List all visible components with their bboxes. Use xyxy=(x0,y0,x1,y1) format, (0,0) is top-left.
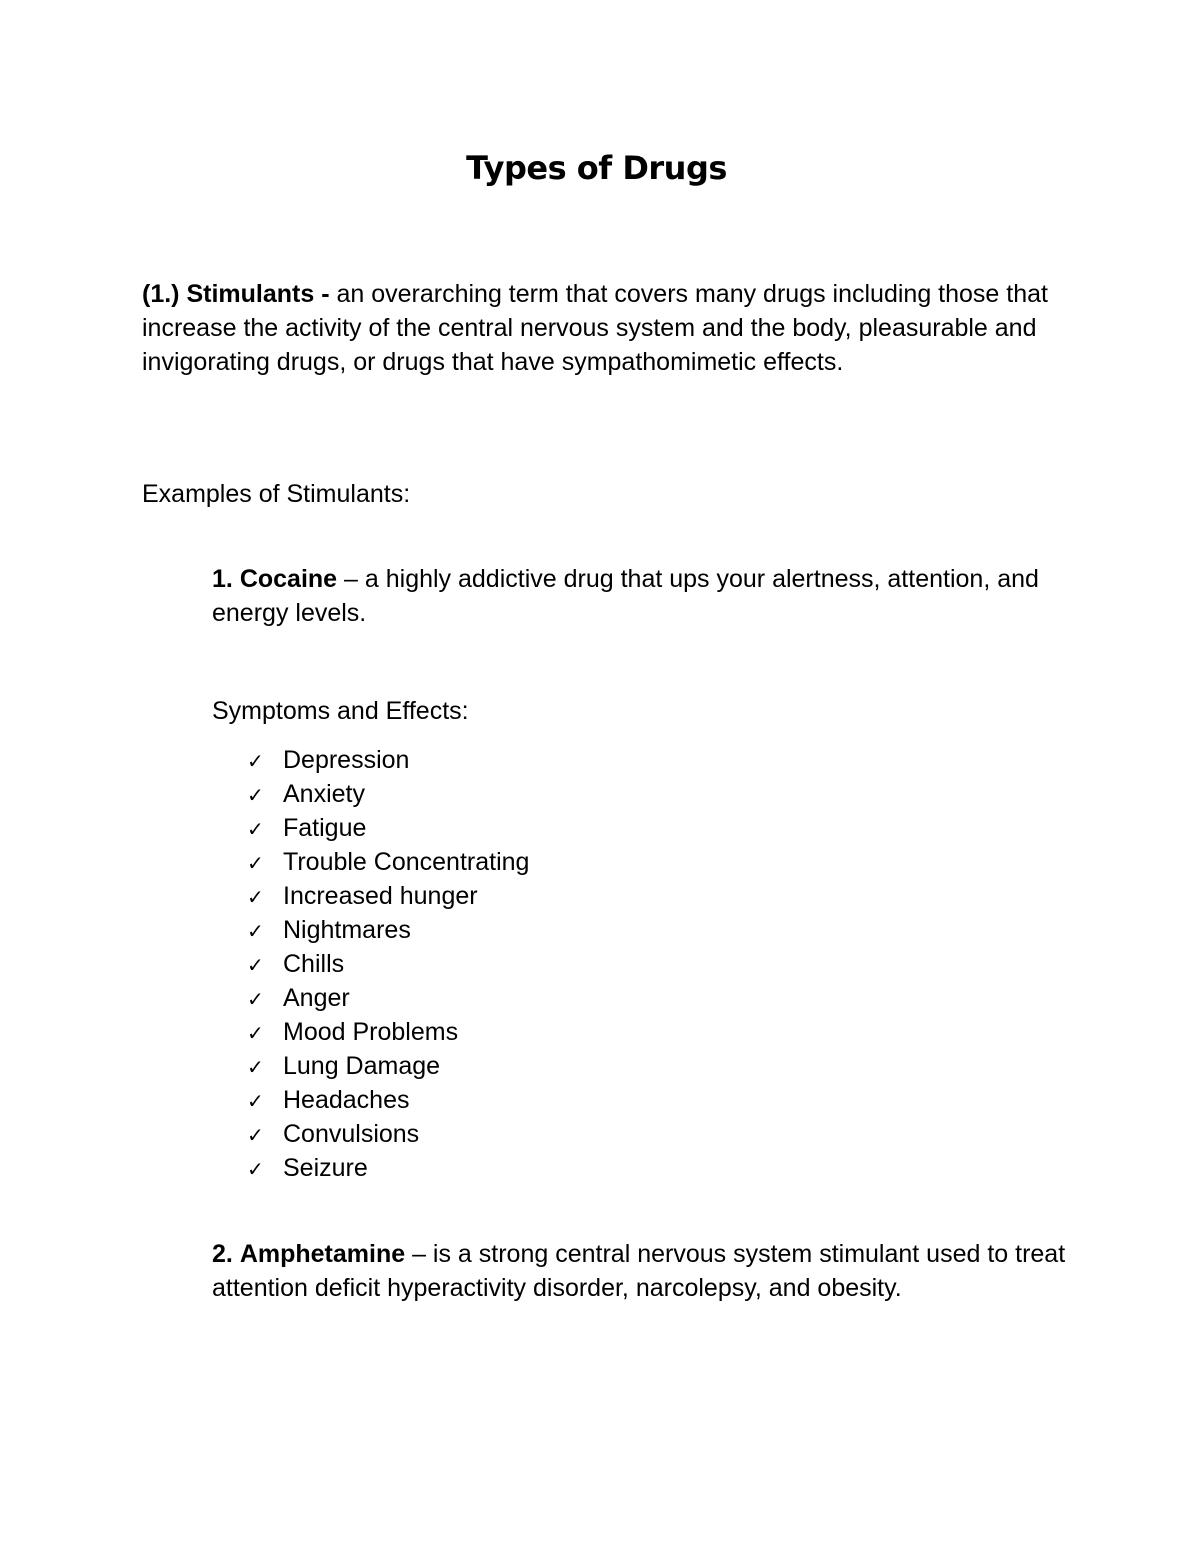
drug-name: Cocaine xyxy=(239,565,338,593)
checkmark-icon: ✓ xyxy=(247,851,264,875)
list-item xyxy=(247,811,529,845)
symptom-text: Increased hunger xyxy=(283,882,478,910)
symptom-text: Lung Damage xyxy=(283,1052,441,1080)
list-item xyxy=(247,1117,529,1151)
checkmark-icon: ✓ xyxy=(247,1157,264,1181)
list-item xyxy=(247,1049,529,1083)
checkmark-icon: ✓ xyxy=(247,885,264,909)
checkmark-icon: ✓ xyxy=(247,749,264,773)
list-item xyxy=(247,1083,529,1117)
section-term: Stimulants - xyxy=(186,280,330,308)
list-item xyxy=(247,913,529,947)
section-stimulants-intro xyxy=(142,277,1072,379)
drug-number: 2. xyxy=(212,1240,233,1268)
drug-entry-cocaine xyxy=(212,562,1092,630)
symptom-text: Anger xyxy=(283,984,350,1012)
drug-entry-amphetamine xyxy=(212,1237,1092,1305)
list-item xyxy=(247,947,529,981)
drug-description: – a highly addictive drug that ups your alertness, attention, and energy levels. xyxy=(212,565,1039,627)
symptom-text: Anxiety xyxy=(283,780,365,808)
symptom-text: Nightmares xyxy=(283,916,411,944)
checkmark-icon: ✓ xyxy=(247,987,264,1011)
symptom-text: Mood Problems xyxy=(283,1018,459,1046)
list-item xyxy=(247,981,529,1015)
checkmark-icon: ✓ xyxy=(247,919,264,943)
symptom-text: Depression xyxy=(283,746,410,774)
examples-label: Examples of Stimulants: xyxy=(142,480,411,508)
section-number: (1.) xyxy=(142,280,180,308)
checkmark-icon: ✓ xyxy=(247,1021,264,1045)
checkmark-icon: ✓ xyxy=(247,1089,264,1113)
list-item xyxy=(247,879,529,913)
checkmark-icon: ✓ xyxy=(247,817,264,841)
drug-description: – is a strong central nervous system stimulant used to treat attention deficit hyperactivity disorder, narcolepsy, and obesity. xyxy=(212,1240,1066,1302)
list-item xyxy=(247,743,529,777)
section-definition: an overarching term that covers many drugs including those that increase the activity of the central nervous system and the body, pleasurable and invigorating drugs, or drugs that have sympathomimetic effects. xyxy=(142,280,1048,376)
symptom-text: Seizure xyxy=(283,1154,368,1182)
symptoms-label: Symptoms and Effects: xyxy=(212,697,469,725)
checkmark-icon: ✓ xyxy=(247,1055,264,1079)
symptom-text: Trouble Concentrating xyxy=(283,848,530,876)
checkmark-icon: ✓ xyxy=(247,783,264,807)
page-title: Types of Drugs xyxy=(466,149,727,187)
list-item xyxy=(247,777,529,811)
list-item xyxy=(247,1015,529,1049)
list-item xyxy=(247,845,529,879)
checkmark-icon: ✓ xyxy=(247,953,264,977)
symptom-list xyxy=(247,743,529,1185)
checkmark-icon: ✓ xyxy=(247,1123,264,1147)
drug-name: Amphetamine xyxy=(239,1240,406,1268)
list-item xyxy=(247,1151,529,1185)
symptom-text: Convulsions xyxy=(283,1120,420,1148)
drug-number: 1. xyxy=(212,565,233,593)
symptom-text: Chills xyxy=(283,950,345,978)
symptom-text: Headaches xyxy=(283,1086,410,1114)
symptom-text: Fatigue xyxy=(283,814,367,842)
